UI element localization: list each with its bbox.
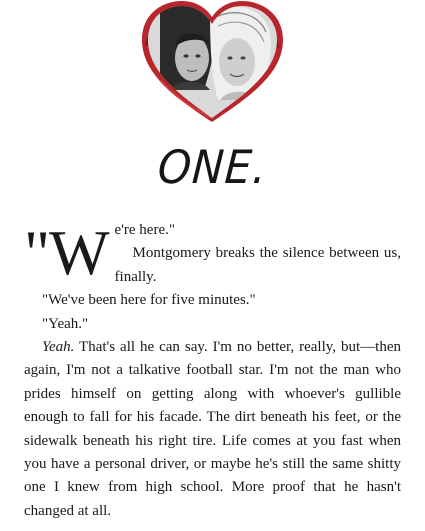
paragraph-2: "We've been here for five minutes." (42, 292, 256, 309)
paragraph-3: "Yeah." (42, 315, 89, 332)
paragraph-4 (24, 336, 401, 523)
paragraph-1-rest: Montgomery breaks the silence between us, finally. (114, 245, 401, 285)
paragraph-4-rest: That's all he can say. I'm no better, really, but—then again, I'm not a talkative football star. I'm not the man who prides himself on getting along with whoever's gullible enough to fall for his facade. The dirt beneath his feet, or the sidewalk beneath his right tire. Life comes at you fast when you have a personal driver, or maybe he's still the same shitty one I knew from high school. More proof that he hasn't changed at all. (24, 339, 401, 519)
paragraph-1 (24, 219, 401, 289)
drop-cap: "W (24, 217, 109, 288)
heart-portrait-icon (140, 0, 285, 125)
chapter-body (24, 219, 401, 523)
chapter-title: ONE. (156, 140, 269, 194)
paragraph-4-italic: Yeah. (42, 339, 75, 356)
paragraph-1-line-1: e're here." (114, 222, 175, 238)
